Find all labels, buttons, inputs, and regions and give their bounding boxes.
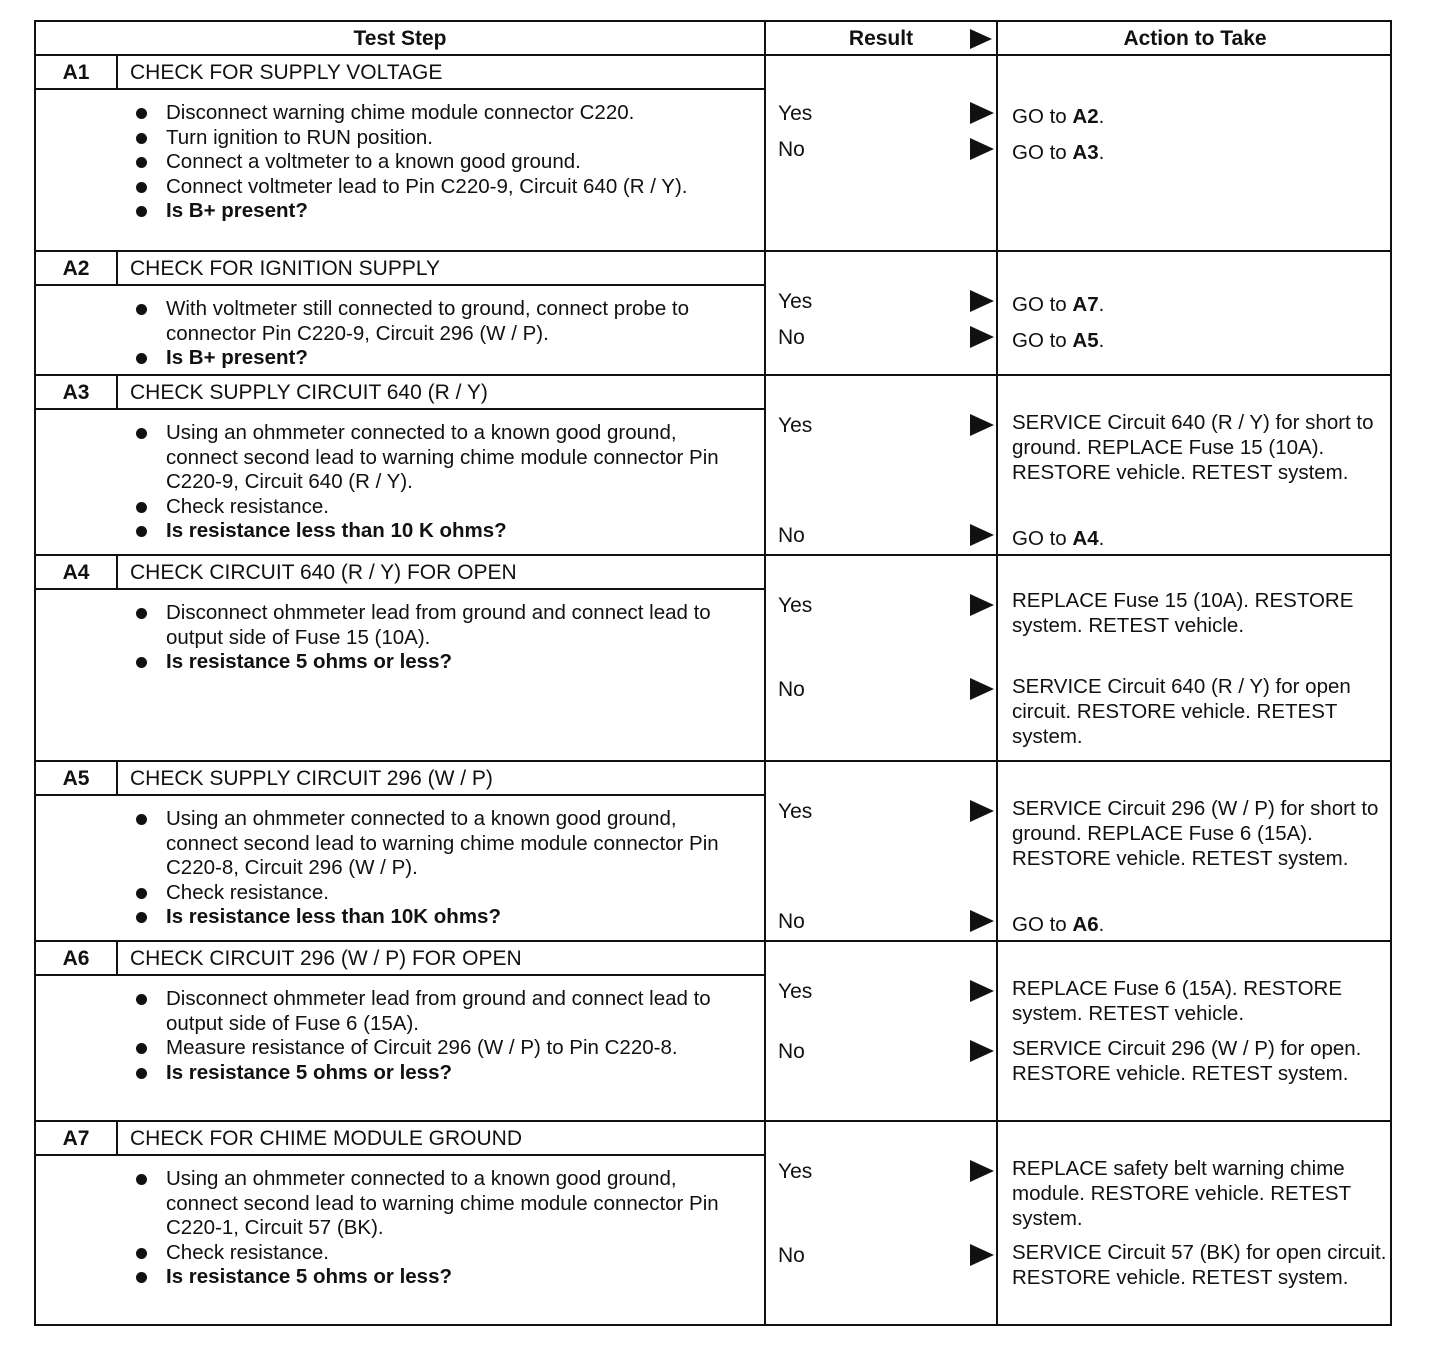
header-action: Action to Take — [1123, 27, 1267, 50]
instruction-text: Disconnect ohmmeter lead from ground and connect lead to output side of Fuse 15 (10A). — [166, 601, 711, 649]
result-yes: Yes — [778, 102, 813, 125]
action-text: GO to A3. — [1012, 141, 1105, 164]
instruction-text: Is resistance 5 ohms or less? — [166, 1060, 452, 1084]
action-text: GO to A7. — [1012, 293, 1105, 316]
result-arrow-icon — [970, 1244, 994, 1266]
bullet-icon — [136, 526, 147, 537]
table-header — [36, 22, 1390, 56]
step-question — [126, 346, 746, 371]
instruction-text: Disconnect ohmmeter lead from ground and connect lead to output side of Fuse 6 (15A). — [166, 987, 711, 1035]
result-arrow-icon — [970, 290, 994, 312]
step-title-bar — [36, 376, 764, 410]
step-question — [126, 1265, 746, 1290]
bullet-icon — [136, 206, 147, 217]
step-instruction — [126, 601, 746, 650]
result-no: No — [778, 1040, 805, 1063]
bullet-icon — [136, 108, 147, 119]
instruction-text: Using an ohmmeter connected to a known good ground, connect second lead to warning chime module connector Pin C220-9, Circuit 640 (R / Y). — [166, 421, 719, 493]
instruction-text: Connect a voltmeter to a known good ground. — [166, 150, 581, 173]
step-instructions — [126, 1167, 746, 1290]
instruction-text: Is B+ present? — [166, 346, 308, 369]
action-text: REPLACE Fuse 15 (10A). RESTORE system. RETEST vehicle. — [1012, 589, 1354, 637]
instruction-text: Disconnect warning chime module connector C220. — [166, 101, 635, 124]
action-text: SERVICE Circuit 640 (R / Y) for short to ground. REPLACE Fuse 15 (10A). RESTORE vehicle. RETEST system. — [1012, 411, 1374, 484]
action-text: GO to A5. — [1012, 329, 1105, 352]
bullet-icon — [136, 1248, 147, 1259]
instruction-text: Is resistance less than 10K ohms? — [166, 905, 501, 928]
bullet-icon — [136, 182, 147, 193]
result-arrow-icon — [970, 414, 994, 436]
instruction-text: Using an ohmmeter connected to a known good ground, connect second lead to warning chime module connector Pin C220-8, Circuit 296 (W / P). — [166, 807, 719, 879]
step-instructions — [126, 807, 746, 930]
instruction-text: Is B+ present? — [166, 199, 308, 222]
step-title: CHECK SUPPLY CIRCUIT 640 (R / Y) — [130, 381, 488, 404]
bullet-icon — [136, 157, 147, 168]
step-question — [126, 650, 746, 675]
result-no: No — [778, 138, 805, 161]
step-instruction — [126, 1241, 746, 1266]
result-no: No — [778, 678, 805, 701]
step-row-a6 — [36, 942, 1390, 1122]
instruction-text: Turn ignition to RUN position. — [166, 125, 434, 149]
result-arrow-icon — [970, 678, 994, 700]
step-id: A7 — [36, 1122, 118, 1154]
diagnostic-table — [34, 20, 1392, 1326]
step-instruction — [126, 175, 746, 200]
step-instruction — [126, 101, 746, 126]
bullet-icon — [136, 912, 147, 923]
step-title: CHECK SUPPLY CIRCUIT 296 (W / P) — [130, 767, 493, 790]
action-text: SERVICE Circuit 640 (R / Y) for open circuit. RESTORE vehicle. RETEST system. — [1012, 675, 1351, 748]
step-instruction — [126, 495, 746, 520]
step-title: CHECK CIRCUIT 640 (R / Y) FOR OPEN — [130, 561, 517, 584]
result-arrow-icon — [970, 524, 994, 546]
instruction-text: Is resistance less than 10 K ohms? — [166, 519, 507, 542]
bullet-icon — [136, 133, 147, 144]
step-id: A3 — [36, 376, 118, 408]
bullet-icon — [136, 502, 147, 513]
header-test-step: Test Step — [353, 27, 447, 50]
step-instructions — [126, 421, 746, 544]
bullet-icon — [136, 888, 147, 899]
step-title-bar — [36, 252, 764, 286]
action-text: GO to A6. — [1012, 913, 1105, 936]
bullet-icon — [136, 1272, 147, 1283]
action-text: REPLACE safety belt warning chime module. RESTORE vehicle. RETEST system. — [1012, 1157, 1351, 1230]
bullet-icon — [136, 608, 147, 619]
step-instruction — [126, 807, 746, 881]
result-arrow-icon — [970, 1040, 994, 1062]
result-yes: Yes — [778, 1160, 813, 1183]
step-instructions — [126, 987, 746, 1085]
step-id: A6 — [36, 942, 118, 974]
instruction-text: Check resistance. — [166, 880, 329, 904]
step-row-a4 — [36, 556, 1390, 762]
step-id: A2 — [36, 252, 118, 284]
step-instruction — [126, 297, 746, 346]
result-arrow-icon — [970, 910, 994, 932]
result-no: No — [778, 524, 805, 547]
step-question — [126, 199, 746, 224]
action-text: GO to A4. — [1012, 527, 1105, 550]
action-text: SERVICE Circuit 57 (BK) for open circuit. RESTORE vehicle. RETEST system. — [1012, 1241, 1387, 1289]
header-result: Result — [848, 27, 914, 50]
bullet-icon — [136, 814, 147, 825]
bullet-icon — [136, 1174, 147, 1185]
step-id: A4 — [36, 556, 118, 588]
result-arrow-icon — [970, 980, 994, 1002]
result-no: No — [778, 1244, 805, 1267]
step-instructions — [126, 101, 746, 224]
result-arrow-icon — [970, 1160, 994, 1182]
step-instruction — [126, 126, 746, 151]
goto-step-ref: A4 — [1072, 527, 1099, 550]
step-title: CHECK FOR CHIME MODULE GROUND — [130, 1127, 523, 1150]
step-question — [126, 519, 746, 544]
step-title-bar — [36, 942, 764, 976]
step-title: CHECK FOR SUPPLY VOLTAGE — [130, 61, 443, 84]
result-arrow-icon — [970, 594, 994, 616]
step-instruction — [126, 421, 746, 495]
bullet-icon — [136, 1068, 147, 1079]
step-title-bar — [36, 762, 764, 796]
bullet-icon — [136, 353, 147, 364]
step-row-a5 — [36, 762, 1390, 942]
result-arrow-icon — [970, 800, 994, 822]
result-yes: Yes — [778, 414, 813, 437]
step-title-bar — [36, 56, 764, 90]
action-text: SERVICE Circuit 296 (W / P) for short to ground. REPLACE Fuse 6 (15A). RESTORE vehicle. RETEST system. — [1012, 797, 1379, 870]
step-question — [126, 1061, 746, 1086]
step-row-a1 — [36, 56, 1390, 252]
result-yes: Yes — [778, 290, 813, 313]
bullet-icon — [136, 304, 147, 315]
step-instruction — [126, 881, 746, 906]
action-text: SERVICE Circuit 296 (W / P) for open. RESTORE vehicle. RETEST system. — [1012, 1037, 1362, 1085]
step-title-bar — [36, 556, 764, 590]
result-arrow-icon — [970, 326, 994, 348]
goto-step-ref: A7 — [1072, 293, 1099, 316]
step-instruction — [126, 987, 746, 1036]
step-row-a7 — [36, 1122, 1390, 1328]
step-question — [126, 905, 746, 930]
step-title: CHECK FOR IGNITION SUPPLY — [130, 257, 440, 280]
goto-step-ref: A2 — [1072, 105, 1099, 128]
instruction-text: Measure resistance of Circuit 296 (W / P) to Pin C220-8. — [166, 1036, 678, 1059]
step-row-a3 — [36, 376, 1390, 556]
header-arrow-icon — [970, 29, 992, 49]
goto-step-ref: A5 — [1072, 329, 1099, 352]
instruction-text: With voltmeter still connected to ground, connect probe to connector Pin C220-9, Circuit 296 (W / P). — [166, 297, 690, 345]
bullet-icon — [136, 1043, 147, 1054]
result-no: No — [778, 910, 805, 933]
instruction-text: Is resistance 5 ohms or less? — [166, 650, 452, 673]
action-text: GO to A2. — [1012, 105, 1105, 128]
result-yes: Yes — [778, 980, 813, 1003]
result-yes: Yes — [778, 800, 813, 823]
result-no: No — [778, 326, 805, 349]
step-instruction — [126, 1036, 746, 1061]
result-arrow-icon — [970, 138, 994, 160]
step-title: CHECK CIRCUIT 296 (W / P) FOR OPEN — [130, 947, 522, 970]
bullet-icon — [136, 428, 147, 439]
goto-step-ref: A3 — [1072, 141, 1099, 164]
goto-step-ref: A6 — [1072, 913, 1099, 936]
result-yes: Yes — [778, 594, 813, 617]
step-id: A1 — [36, 56, 118, 88]
step-instructions — [126, 601, 746, 675]
step-instruction — [126, 150, 746, 175]
instruction-text: Check resistance. — [166, 1240, 329, 1264]
step-id: A5 — [36, 762, 118, 794]
instruction-text: Is resistance 5 ohms or less? — [166, 1265, 452, 1288]
bullet-icon — [136, 994, 147, 1005]
action-text: REPLACE Fuse 6 (15A). RESTORE system. RETEST vehicle. — [1012, 977, 1343, 1025]
step-row-a2 — [36, 252, 1390, 376]
instruction-text: Connect voltmeter lead to Pin C220-9, Circuit 640 (R / Y). — [166, 174, 688, 198]
instruction-text: Check resistance. — [166, 494, 329, 518]
step-instruction — [126, 1167, 746, 1241]
step-instructions — [126, 297, 746, 371]
instruction-text: Using an ohmmeter connected to a known good ground, connect second lead to warning chime module connector Pin C220-1, Circuit 57 (BK). — [166, 1167, 719, 1239]
step-title-bar — [36, 1122, 764, 1156]
result-arrow-icon — [970, 102, 994, 124]
bullet-icon — [136, 657, 147, 668]
